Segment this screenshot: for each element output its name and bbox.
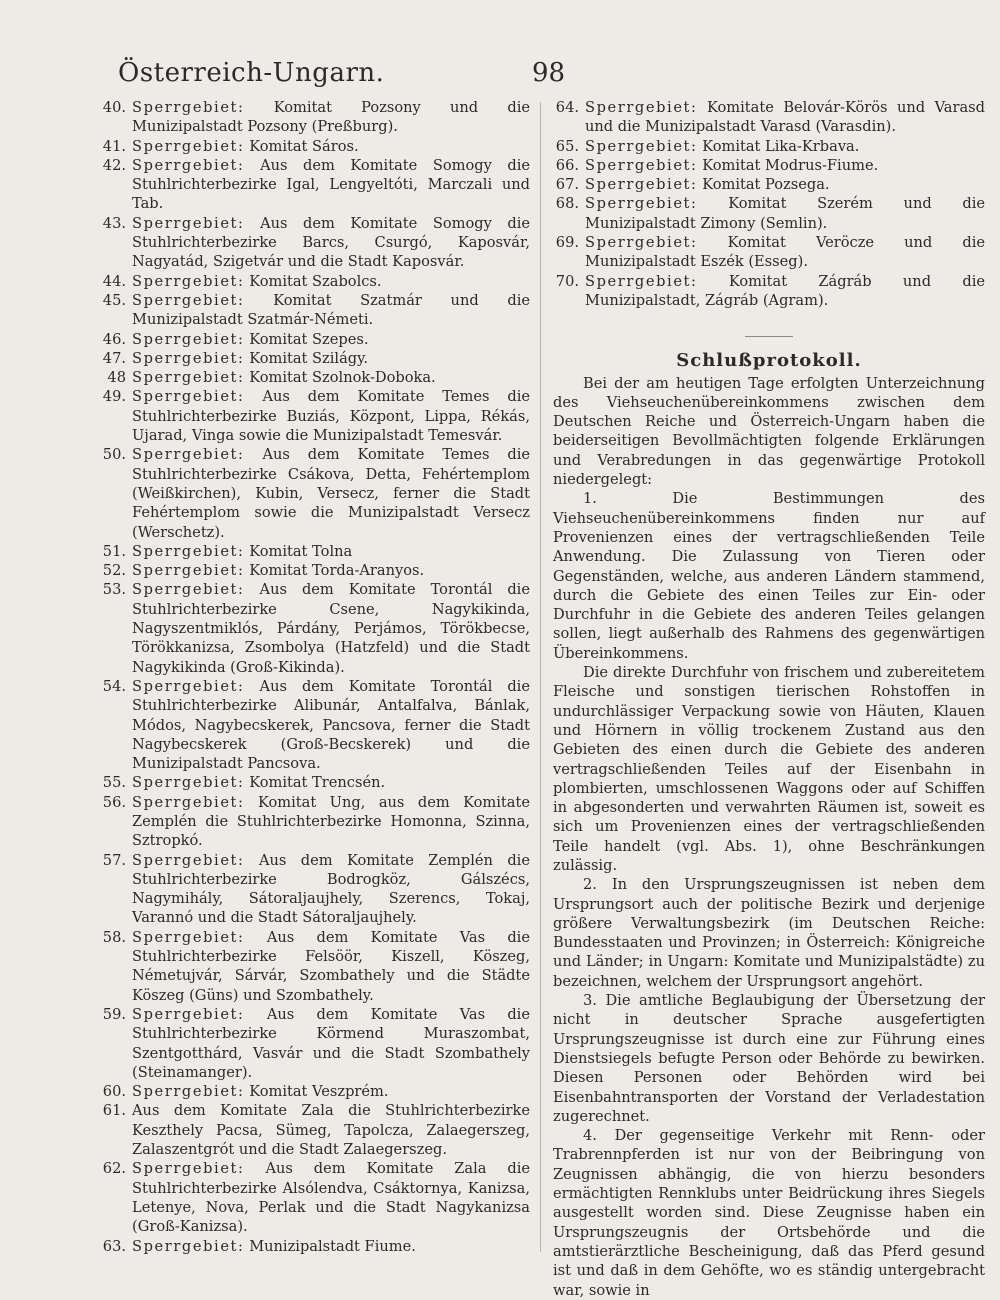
entry-text: Aus dem Komitate Torontál die Stuhlrichterbezirke Csene, Nagykikinda, Nagyszentmiklós, Párdány, Perjámos, Törökbecse, Törökkanizsa, Zsombolya (Hatzfeld) und die Stadt Nagykikinda (Groß-Kikinda). [132,581,530,676]
list-item [100,445,530,541]
entry-number: 64. [555,99,579,116]
entry-text: Komitat Veszprém. [249,1083,389,1101]
entry-term: Sperrgebiet: [132,1160,245,1178]
entry-text: Aus dem Komitate Zala die Stuhlrichterbezirke Alsólendva, Csáktornya, Kanizsa, Letenye, Nova, Perlak und die Stadt Nagykanizsa (Groß-Kanizsa). [132,1160,531,1236]
entry-text: Komitat Lika-Krbava. [702,137,860,155]
entry-text: Komitat Szerém und die Munizipalstadt Zimony (Semlin). [585,195,985,232]
entry-number: 49. [102,388,126,406]
entry-term: Sperrgebiet: [585,156,698,174]
entry-text: Komitat Szatmár und die Munizipalstadt Szatmár-Németi. [132,291,531,329]
entry-number: 65. [555,137,579,155]
list-item [553,156,985,175]
entry-term: Sperrgebiet: [132,1237,245,1255]
entry-term: Sperrgebiet: [585,176,698,194]
list-item [100,387,530,445]
entry-term: Sperrgebiet: [132,928,245,946]
entry-text: Komitat Pozsega. [702,176,830,194]
list-item [100,773,530,792]
entry-number: 40. [102,99,126,116]
section-divider [745,336,793,337]
entry-text: Komitat Sáros. [249,137,359,155]
entry-text: Komitat Ung, aus dem Komitate Zemplén die Stuhlrichterbezirke Homonna, Szinna, Sztropkó. [132,793,530,850]
entry-number: 57. [102,851,126,869]
list-item [100,851,530,928]
list-item [100,793,530,851]
list-item [100,542,530,561]
entry-term: Sperrgebiet: [132,1005,245,1023]
column-divider [540,102,541,1252]
right-entries [553,98,985,310]
list-item [553,98,985,137]
protocol-body [553,374,985,1300]
page-number: 98 [532,58,566,88]
entry-number: 62. [102,1160,126,1178]
entry-text: Komitat Szolnok-Doboka. [249,369,436,387]
entry-term: Sperrgebiet: [132,330,245,348]
entry-term: Sperrgebiet: [585,272,698,290]
entry-term: Sperrgebiet: [132,793,245,811]
entry-number: 52. [102,562,126,580]
list-item [100,677,530,773]
entry-number: 59. [102,1005,126,1023]
entry-text: Aus dem Komitate Vas die Stuhlrichterbezirke Körmend Muraszombat, Szentgotthárd, Vasvár und die Stadt Szombathely (Steinamanger). [132,1005,530,1081]
entry-term: Sperrgebiet: [132,369,245,387]
entry-text: Komitat Trencsén. [249,774,386,792]
entry-number: 63. [102,1237,126,1255]
entry-term: Sperrgebiet: [132,851,245,869]
list-item [100,137,530,156]
entry-text: Komitat Szilágy. [249,349,369,367]
entry-text: Komitat Tolna [249,542,353,560]
list-item [100,580,530,676]
list-item [100,928,530,1005]
entry-number: 70. [555,272,579,290]
protocol-paragraph: 4. Der gegenseitige Verkehr mit Renn- oder Trabrennpferden ist nur von der Beibringung von Zeugnissen abhängig, die von hierzu besonders ermächtigten Rennklubs unter Beidrückung ihres Siegels ausgestellt worden sind. Diese Zeugnisse haben ein Ursprungszeugnis der Ortsbehörde und die amtstierärztliche Bescheinigung, daß das Pferd gesund ist und daß in dem Gehöfte, wo es ständig untergebracht war, sowie in [553,1127,985,1299]
list-item [100,1101,530,1159]
entry-text: Aus dem Komitate Zala die Stuhlrichterbezirke Keszthely Pacsa, Sümeg, Tapolcza, Zalaegerszeg, Zalaszentgrót und die Stadt Zalaegerszeg. [132,1102,530,1159]
entry-text: Komitat Zágráb und die Munizipalstadt, Zágráb (Agram). [585,272,985,309]
entry-text: Aus dem Komitate Temes die Stuhlrichterbezirke Buziás, Központ, Lippa, Rékás, Ujarad, Vinga sowie die Munizipalstadt Temesvár. [132,388,530,445]
protocol-title: Schlußprotokoll. [676,350,862,372]
list-item [100,1237,530,1256]
entry-term: Sperrgebiet: [132,156,245,174]
entry-text: Komitat Veröcze und die Munizipalstadt Eszék (Esseg). [585,234,985,271]
entry-text: Komitat Szabolcs. [249,272,382,290]
entry-text: Munizipalstadt Fiume. [249,1237,416,1255]
entry-text: Aus dem Komitate Somogy die Stuhlrichterbezirke Barcs, Csurgó, Kaposvár, Nagyatád, Szigetvár und die Stadt Kaposvár. [132,214,531,271]
entry-term: Sperrgebiet: [132,291,245,309]
list-item [100,1005,530,1082]
entry-number: 47. [102,349,126,367]
entry-term: Sperrgebiet: [132,1083,245,1101]
entry-number: 44. [102,272,126,290]
entry-number: 51. [102,542,126,560]
list-item [100,156,530,214]
entry-text: Aus dem Komitate Temes die Stuhlrichterbezirke Csákova, Detta, Fehértemplom (Weißkirchen), Kubin, Versecz, ferner die Stadt Fehértemplom sowie die Munizipalstadt Versecz (Werschetz). [132,446,530,541]
entry-term: Sperrgebiet: [132,214,245,232]
entry-term: Sperrgebiet: [132,137,245,155]
left-column [100,98,530,1256]
list-item [553,272,985,311]
entry-term: Sperrgebiet: [132,562,245,580]
entry-number: 56. [102,793,126,811]
entry-number: 48 [107,369,126,387]
list-item [100,214,530,272]
entry-term: Sperrgebiet: [585,137,698,155]
entry-term: Sperrgebiet: [132,272,245,290]
entry-term: Sperrgebiet: [132,388,245,406]
list-item [553,233,985,272]
entry-number: 43. [102,214,126,232]
list-item [100,330,530,349]
protocol-paragraph: 2. In den Ursprungszeugnissen ist neben dem Ursprungsort auch der politische Bezirk und derjenige größere Verwaltungsbezirk (im Deutschen Reiche: Bundesstaaten und Provinzen; in Österreich: Königreiche und Länder; in Ungarn: Komitate und Munizipalstädte) zu bezeichnen, welchem der Ursprungsort angehört. [553,876,985,990]
list-item [100,1082,530,1101]
entry-number: 68. [555,195,579,213]
protocol-paragraph: 3. Die amtliche Beglaubigung der Übersetzung der nicht in deutscher Sprache ausgefertigten Ursprungszeugnisse ist durch eine zur Führung eines Dienstsiegels befugte Person oder Behörde zu bewirken. Diesen Personen oder Behörden wird bei Eisenbahntransporten der Vorstand der Verladestation zugerechnet. [553,992,985,1125]
running-title: Österreich-Ungarn. [118,58,385,88]
entry-term: Sperrgebiet: [132,542,245,560]
entry-number: 45. [102,291,126,309]
entry-text: Aus dem Komitate Torontál die Stuhlrichterbezirke Alibunár, Antalfalva, Bánlak, Módos, Nagybecskerek, Pancsova, ferner die Stadt Nagybecskerek (Groß-Becskerek) und die Munizipalstadt Pancsova. [132,677,530,773]
entry-text: Komitat Torda-Aranyos. [249,562,425,580]
entry-term: Sperrgebiet: [585,195,698,213]
entry-number: 66. [555,156,579,174]
list-item [553,175,985,194]
entry-number: 50. [102,446,126,464]
entry-term: Sperrgebiet: [132,581,245,599]
entry-number: 46. [102,330,126,348]
protocol-paragraph: 1. Die Bestimmungen des Viehseuchenübereinkommens finden nur auf Provenienzen eines der vertragschließenden Teile Anwendung. Die Zulassung von Tieren oder Gegenständen, welche, aus anderen Ländern stammend, durch die Gebiete des einen Teiles zur Ein- oder Durchfuhr in die Gebiete des anderen Teiles gelangen sollen, liegt außerhalb des Rahmens des gegenwärtigen Übereinkommens. [553,490,985,662]
entry-text: Aus dem Komitate Zemplén die Stuhlrichterbezirke Bodrogköz, Gálszécs, Nagymihály, Sátoraljaujhely, Szerencs, Tokaj, Varannó und die Stadt Sátoraljaujhely. [132,851,530,927]
list-item [100,561,530,580]
entry-text: Komitat Szepes. [249,330,369,348]
entry-number: 61. [102,1102,126,1120]
list-item [100,349,530,368]
entry-term: Sperrgebiet: [132,99,245,116]
entry-number: 54. [102,677,126,695]
entry-term: Sperrgebiet: [585,99,698,116]
right-column [553,98,985,1300]
entry-text: Komitat Pozsony und die Munizipalstadt Pozsony (Preßburg). [132,99,530,136]
entry-number: 60. [102,1083,126,1101]
entry-term: Sperrgebiet: [132,677,245,695]
list-item [553,137,985,156]
entry-term: Sperrgebiet: [132,446,245,464]
entry-number: 42. [102,156,126,174]
entry-text: Aus dem Komitate Vas die Stuhlrichterbezirke Felsöör, Kiszell, Köszeg, Németujvár, Sárvár, Szombathely und die Städte Köszeg (Güns) und Szombathely. [132,928,530,1004]
entry-number: 69. [555,234,579,252]
entry-text: Komitate Belovár-Körös und Varasd und die Munizipalstadt Varasd (Varasdin). [585,99,985,136]
list-item [100,291,530,330]
entry-text: Komitat Modrus-Fiume. [702,156,879,174]
list-item [100,98,530,137]
list-item [100,272,530,291]
entry-number: 53. [102,581,126,599]
entry-term: Sperrgebiet: [132,774,245,792]
list-item [100,1159,530,1236]
entry-term: Sperrgebiet: [585,234,698,252]
entry-text: Aus dem Komitate Somogy die Stuhlrichterbezirke Igal, Lengyeltóti, Marczali und Tab. [132,156,531,213]
protocol-paragraph: Die direkte Durchfuhr von frischem und zubereitetem Fleische und sonstigen tierischen Rohstoffen in undurchlässiger Verpackung sowie von Häuten, Klauen und Hörnern in völlig trockenem Zustand aus den Gebieten des einen durch die Gebiete des anderen vertragschließenden Teiles auf der Eisenbahn in plombierten, umschlossenen Waggons oder auf Schiffen in abgesonderten und verwahrten Räumen ist, soweit es sich um Provenienzen eines der vertragschließenden Teile handelt (vgl. Abs. 1), ohne Beschränkungen zulässig. [553,664,985,874]
entry-term: Sperrgebiet: [132,349,245,367]
entry-number: 58. [102,928,126,946]
protocol-paragraph: Bei der am heutigen Tage erfolgten Unterzeichnung des Viehseuchenübereinkommens zwischen dem Deutschen Reiche und Österreich-Ungarn haben die beiderseitigen Bevollmächtigten folgende Erklärungen und Verabredungen in das gegenwärtige Protokoll niedergelegt: [553,374,985,489]
entry-number: 55. [102,774,126,792]
list-item [100,368,530,387]
list-item [553,194,985,233]
entry-number: 67. [555,176,579,194]
entry-number: 41. [102,137,126,155]
